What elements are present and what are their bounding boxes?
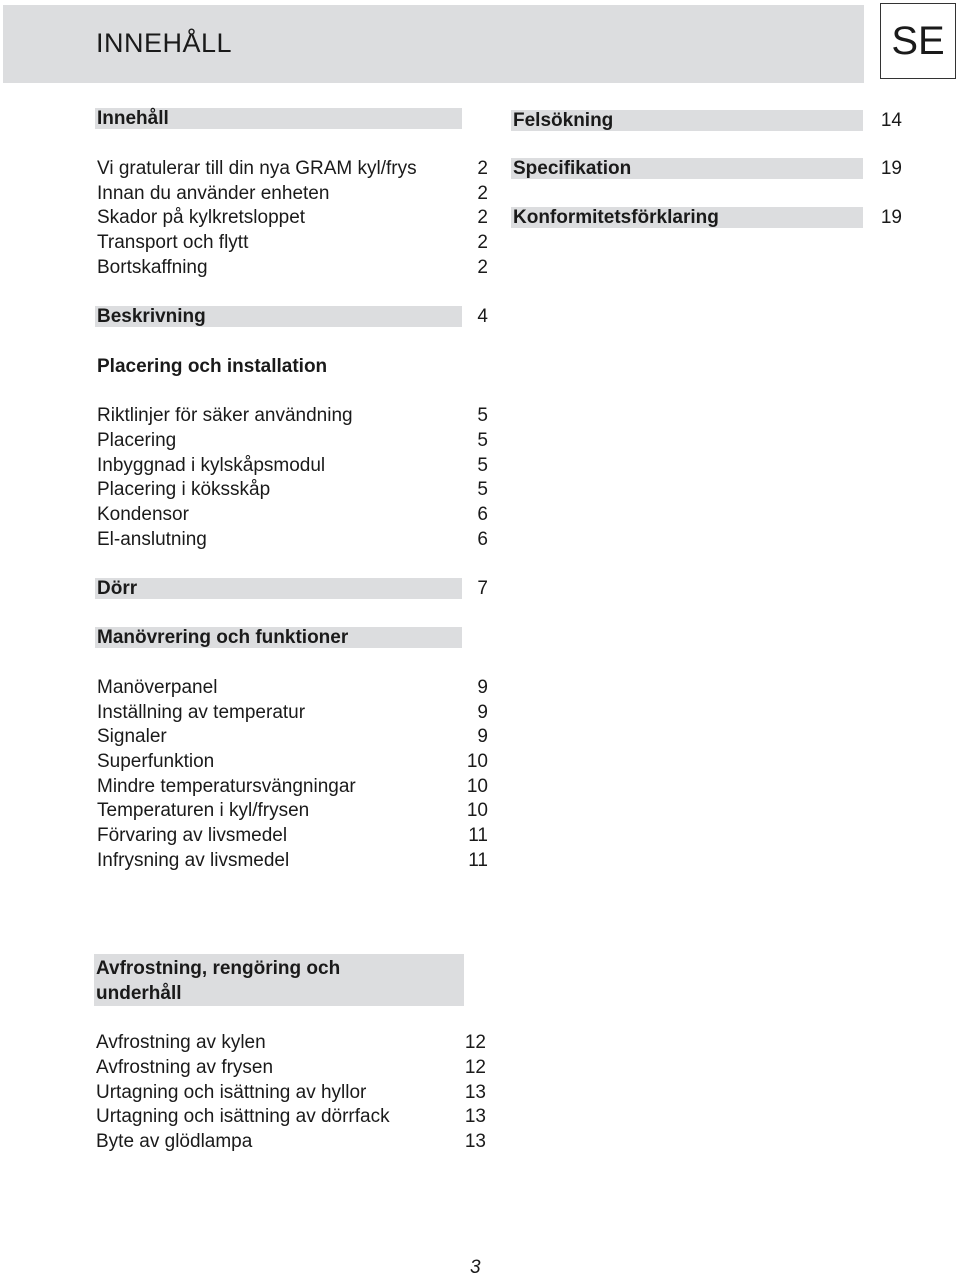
- section-heading-innehall: Innehåll: [95, 108, 462, 129]
- toc-item: Urtagning och isättning av dörrfack: [96, 1106, 390, 1127]
- toc-item: Urtagning och isättning av hyllor: [96, 1082, 367, 1103]
- toc-item: Byte av glödlampa: [96, 1131, 253, 1152]
- toc-item: Inställning av temperatur: [97, 702, 306, 723]
- page-number: 3: [470, 1257, 481, 1278]
- toc-item: El-anslutning: [97, 529, 207, 550]
- toc-page: 11: [468, 850, 488, 871]
- toc-page: 9: [477, 726, 488, 747]
- toc-item: Avfrostning av frysen: [96, 1057, 274, 1078]
- toc-item: Signaler: [97, 726, 167, 747]
- toc-item: Inbyggnad i kylskåpsmodul: [97, 455, 326, 476]
- toc-page: 5: [477, 430, 488, 451]
- toc-page: 19: [880, 207, 902, 228]
- toc-page: 7: [477, 578, 488, 599]
- toc-page: 10: [466, 751, 488, 772]
- section-heading-felsokning: Felsökning: [511, 110, 863, 131]
- toc-page: 2: [477, 257, 488, 278]
- toc-page: 5: [477, 455, 488, 476]
- toc-page: 10: [466, 800, 488, 821]
- toc-page: 5: [477, 479, 488, 500]
- toc-page: 13: [464, 1131, 486, 1152]
- toc-page: 2: [477, 207, 488, 228]
- toc-item: Temperaturen i kyl/frysen: [97, 800, 310, 821]
- toc-item: Skador på kylkretsloppet: [97, 207, 306, 228]
- toc-page: 12: [464, 1057, 486, 1078]
- toc-item: Avfrostning av kylen: [96, 1032, 266, 1053]
- toc-item: Superfunktion: [97, 751, 215, 772]
- toc-page: 6: [477, 529, 488, 550]
- toc-item: Mindre temperatursvängningar: [97, 776, 356, 797]
- toc-item: Transport och flytt: [97, 232, 249, 253]
- toc-page: 6: [477, 504, 488, 525]
- section-heading-placering: Placering och installation: [97, 356, 328, 377]
- language-badge: SE: [880, 3, 956, 79]
- section-heading-line: Avfrostning, rengöring och: [96, 958, 341, 979]
- section-heading-dorr: Dörr: [95, 578, 462, 599]
- toc-item: Innan du använder enheten: [97, 183, 330, 204]
- toc-page: 12: [464, 1032, 486, 1053]
- toc-item: Bortskaffning: [97, 257, 208, 278]
- toc-page: 9: [477, 677, 488, 698]
- toc-item: Vi gratulerar till din nya GRAM kyl/frys: [97, 158, 417, 179]
- section-heading-avfrostning: [94, 954, 464, 1006]
- toc-item: Manöverpanel: [97, 677, 218, 698]
- toc-page: 2: [477, 232, 488, 253]
- toc-page: 2: [477, 183, 488, 204]
- section-heading-manovrering: Manövrering och funktioner: [95, 627, 462, 648]
- toc-item: Placering i köksskåp: [97, 479, 271, 500]
- toc-item: Förvaring av livsmedel: [97, 825, 288, 846]
- toc-page: 19: [880, 158, 902, 179]
- section-heading-specifikation: Specifikation: [511, 158, 863, 179]
- toc-page: 9: [477, 702, 488, 723]
- toc-page: 13: [464, 1106, 486, 1127]
- toc-page: 5: [477, 405, 488, 426]
- section-heading-line: underhåll: [96, 983, 182, 1004]
- toc-item: Infrysning av livsmedel: [97, 850, 290, 871]
- toc-item: Kondensor: [97, 504, 189, 525]
- toc-item: Placering: [97, 430, 177, 451]
- toc-page: 2: [477, 158, 488, 179]
- section-heading-beskrivning: Beskrivning: [95, 306, 462, 327]
- toc-page: 4: [477, 306, 488, 327]
- toc-page: 10: [466, 776, 488, 797]
- section-heading-konformitet: Konformitetsförklaring: [511, 207, 863, 228]
- toc-page: 11: [468, 825, 488, 846]
- page-title: INNEHÅLL: [96, 28, 233, 58]
- toc-page: 13: [464, 1082, 486, 1103]
- toc-item: Riktlinjer för säker användning: [97, 405, 353, 426]
- toc-page: 14: [880, 110, 902, 131]
